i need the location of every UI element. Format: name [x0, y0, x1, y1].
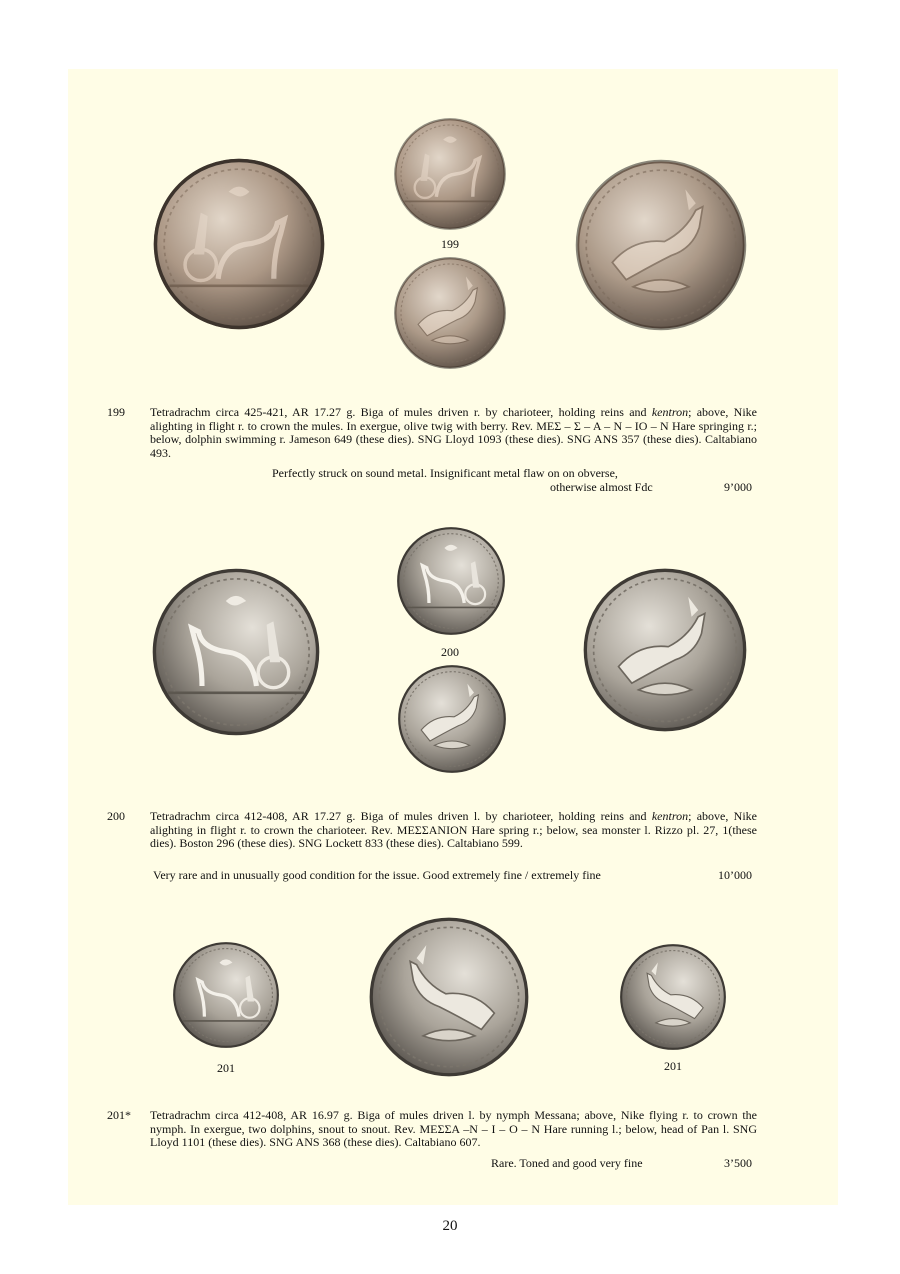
coin-199-obverse-large	[152, 157, 326, 331]
description-text: Tetradrachm circa 412-408, AR 17.27 g. Biga of mules driven l. by charioteer, holding reins and	[150, 809, 652, 823]
lot-condition: Very rare and in unusually good condition for the issue. Good extremely fine / extremely fine	[153, 868, 601, 882]
coin-201-obverse	[172, 941, 280, 1049]
coin-201-reverse-large	[368, 916, 530, 1078]
lot-condition-cont: otherwise almost Fdc	[550, 480, 653, 494]
coin-199-reverse-small	[393, 256, 507, 370]
description-text: Tetradrachm circa 425-421, AR 17.27 g. Biga of mules driven r. by charioteer, holding reins and	[150, 405, 652, 419]
description-italic: kentron	[651, 809, 689, 823]
plate-caption: 200	[441, 645, 459, 659]
plate-caption: 201	[217, 1061, 235, 1075]
coin-199-reverse-large	[574, 158, 748, 332]
lot-condition: Perfectly struck on sound metal. Insignificant metal flaw on on obverse,	[272, 466, 618, 480]
coin-200-reverse-small	[397, 664, 507, 774]
lot-condition: Rare. Toned and good very fine	[491, 1156, 643, 1170]
lot-number: 201*	[107, 1108, 131, 1122]
lot-201	[107, 1109, 807, 1179]
lot-estimate: 3’500	[724, 1156, 752, 1170]
description-text: ; above, Nike alighting in flight r. to crown the charioteer. Rev. ΜΕΣΣΑΝΙΟΝ Hare spring r.; below, sea monster l. Rizzo pl. 27, 1(these dies). Boston 296 (these dies). SNG Lockett 833 (these dies). Caltabiano 599.	[150, 809, 758, 851]
coin-201-reverse-small	[619, 943, 727, 1051]
plate-caption: 199	[441, 237, 459, 251]
lot-estimate: 9’000	[724, 480, 752, 494]
description-text: ; above, Nike alighting in flight r. to crown the mules. In exergue, olive twig with berry. Rev. ΜΕΣ – Σ – Α – Ν – ΙΟ – Ν Hare springing r.; below, dolphin swimming r. Jameson 649 (these dies). SNG Lloyd 1093 (these dies). SNG ANS 357 (these dies). Caltabiano 493.	[150, 405, 758, 460]
lot-number: 199	[107, 405, 125, 419]
lot-description	[150, 810, 757, 851]
page-number: 20	[442, 1218, 458, 1234]
plate-caption: 201	[664, 1059, 682, 1073]
lot-estimate: 10’000	[718, 868, 752, 882]
coin-200-reverse-large	[582, 567, 748, 733]
coin-199-obverse-small	[393, 117, 507, 231]
description-italic: kentron	[651, 405, 689, 419]
lot-200	[107, 810, 807, 890]
lot-199	[107, 406, 807, 496]
lot-number: 200	[107, 809, 125, 823]
coin-200-obverse-small	[396, 526, 506, 636]
coin-200-obverse-large	[151, 567, 321, 737]
lot-description	[150, 406, 757, 460]
lot-description: Tetradrachm circa 412-408, AR 16.97 g. Biga of mules driven l. by nymph Messana; above, Nike flying r. to crown the nymph. In exergue, two dolphins, snout to snout. Rev. ΜΕΣΣΑ –Ν – Ι – Ο – Ν Hare running l.; below, head of Pan l. SNG Lloyd 1101 (these dies). SNG ANS 368 (these dies). Caltabiano 607.	[150, 1108, 757, 1150]
